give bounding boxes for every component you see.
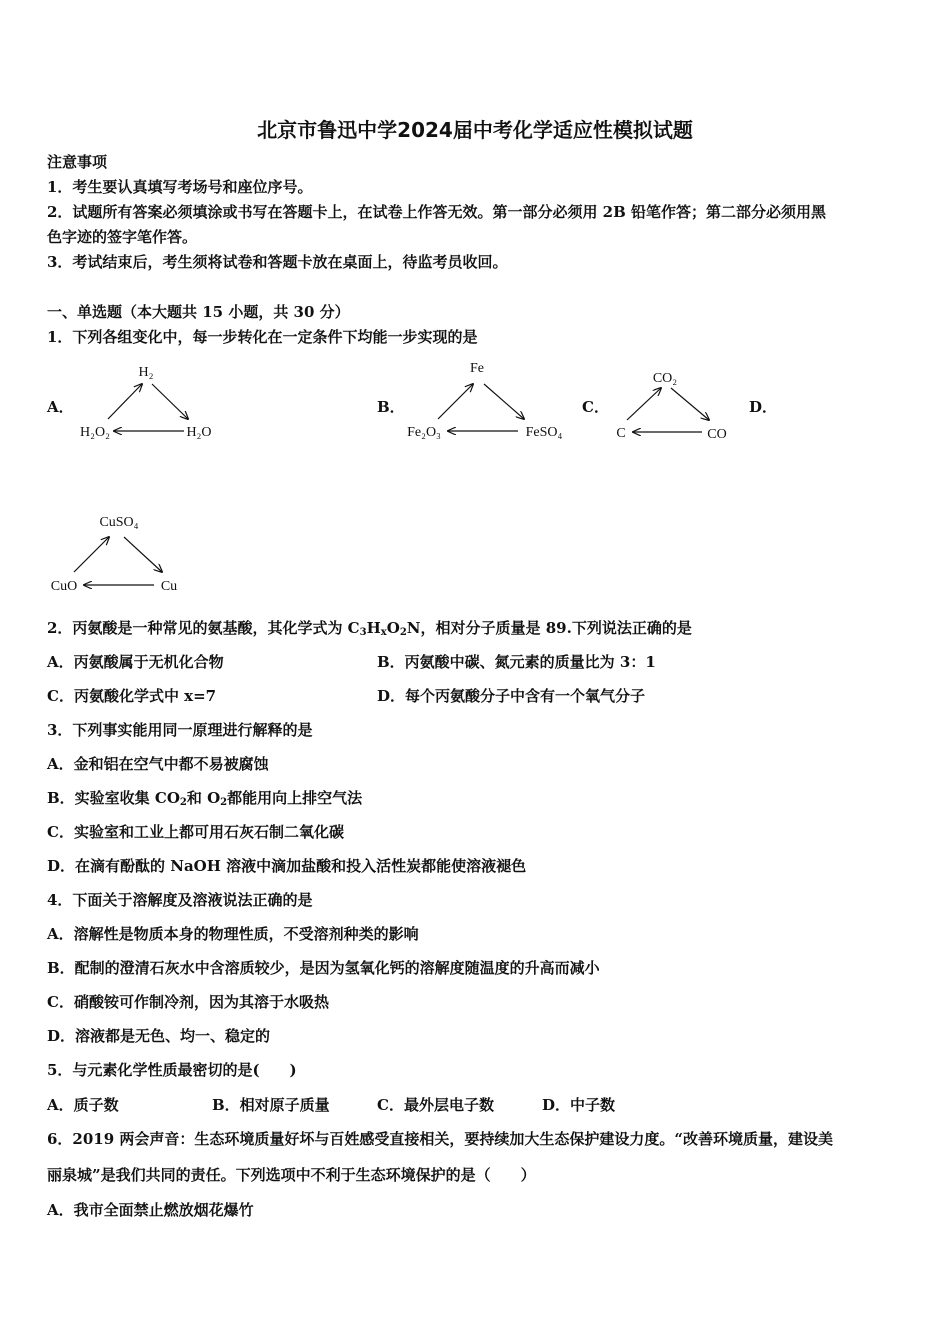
q2-n: N <box>406 619 421 637</box>
q1b-top: Fe <box>470 361 484 376</box>
q1c-left: C <box>616 426 626 441</box>
q5-stem: 5．与元素化学性质最密切的是( ) <box>47 1061 297 1079</box>
q2-option-b: B．丙氨酸中碳、氮元素的质量比为 3：1 <box>377 653 656 671</box>
q2-stem <box>47 618 692 638</box>
q1b-arrow-down <box>484 384 524 419</box>
q2-sub-x: x <box>380 627 387 638</box>
q5-option-c: C．最外层电子数 <box>377 1096 494 1114</box>
notice-item-3: 3．考试结束后，考生须将试卷和答题卡放在桌面上，待监考员收回。 <box>47 253 508 271</box>
notice-item-1: 1．考生要认真填写考场号和座位序号。 <box>47 178 313 196</box>
q1d-left: CuO <box>50 579 78 594</box>
q4-option-a: A．溶解性是物质本身的物理性质，不受溶剂种类的影响 <box>47 925 419 943</box>
q1a-arrow-down <box>152 384 188 419</box>
notice-item-2-cont: 色字迹的签字笔作答。 <box>47 228 198 246</box>
notice-heading: 注意事项 <box>47 153 108 171</box>
q1b-left: Fe₂O₃ <box>407 425 441 440</box>
q3-optb-b: 和 O <box>186 789 221 807</box>
q1a-arrow-up <box>108 384 142 419</box>
q2-stem-b: ，相对分子质量是 89.下列说法正确的是 <box>420 619 692 637</box>
q1-diagram-c <box>605 362 745 450</box>
q1c-arrow-down <box>671 388 709 420</box>
q2-option-c: C．丙氨酸化学式中 x=7 <box>47 687 217 705</box>
q1d-top: CuSO₄ <box>99 515 139 530</box>
q6-stem-line2: 丽泉城”是我们共同的责任。下列选项中不利于生态环境保护的是（ ） <box>47 1166 536 1184</box>
q2-stem-a: 2．丙氨酸是一种常见的氨基酸，其化学式为 C <box>47 619 360 637</box>
q1-diagram-d <box>44 508 204 600</box>
q1d-arrow-up <box>74 537 109 572</box>
q2-option-a: A．丙氨酸属于无机化合物 <box>47 653 224 671</box>
q3-optb-sub1: 2 <box>179 797 187 808</box>
q4-option-b: B．配制的澄清石灰水中含溶质较少，是因为氢氧化钙的溶解度随温度的升高而减小 <box>47 959 600 977</box>
q5-option-b: B．相对原子质量 <box>212 1096 330 1114</box>
q2-sub-3: 3 <box>359 627 367 638</box>
q3-optb-sub2: 2 <box>220 797 228 808</box>
q2-h: H <box>366 619 381 637</box>
q1a-left: H₂O₂ <box>80 425 110 440</box>
q5-option-d: D．中子数 <box>542 1096 616 1114</box>
q1b-arrow-up <box>438 384 473 419</box>
q1-label-d: D． <box>749 398 778 416</box>
q1-diagram-a <box>70 355 230 450</box>
q1c-arrow-up <box>627 388 661 420</box>
q2-option-d: D．每个丙氨酸分子中含有一个氧气分子 <box>377 687 646 705</box>
q5-option-a: A．质子数 <box>47 1096 119 1114</box>
q2-sub-2: 2 <box>399 627 407 638</box>
q3-optb-c: 都能用向上排空气法 <box>227 789 363 807</box>
q3-stem: 3．下列事实能用同一原理进行解释的是 <box>47 721 313 739</box>
q1-label-b: B． <box>377 398 405 416</box>
q1c-top: CO₂ <box>652 371 678 386</box>
q1-diagram-b <box>398 352 578 450</box>
q1-label-a: A． <box>47 398 74 416</box>
q3-optb-a: B．实验室收集 CO <box>47 789 180 807</box>
q1-stem: 1．下列各组变化中，每一步转化在一定条件下均能一步实现的是 <box>47 328 478 346</box>
notice-item-2: 2．试题所有答案必须填涂或书写在答题卡上，在试卷上作答无效。第一部分必须用 2B 铅笔作答；第二部分必须用黑 <box>47 203 827 221</box>
q4-option-d: D．溶液都是无色、均一、稳定的 <box>47 1027 271 1045</box>
q1b-right: FeSO₄ <box>525 425 563 440</box>
q6-option-a: A．我市全面禁止燃放烟花爆竹 <box>47 1201 254 1219</box>
section-heading: 一、单选题（本大题共 15 小题，共 30 分） <box>47 303 350 321</box>
q1a-top: H₂ <box>138 365 154 380</box>
page-title: 北京市鲁迅中学2024届中考化学适应性模拟试题 <box>257 118 693 142</box>
q3-option-b <box>47 788 362 808</box>
q3-option-c: C．实验室和工业上都可用石灰石制二氧化碳 <box>47 823 344 841</box>
q3-option-d: D．在滴有酚酞的 NaOH 溶液中滴加盐酸和投入活性炭都能使溶液褪色 <box>47 857 527 875</box>
q4-option-c: C．硝酸铵可作制冷剂，因为其溶于水吸热 <box>47 993 329 1011</box>
q1-label-c: C． <box>582 398 609 416</box>
q2-o: O <box>386 619 400 637</box>
q1d-right: Cu <box>160 579 178 594</box>
q3-option-a: A．金和铝在空气中都不易被腐蚀 <box>47 755 269 773</box>
q1d-arrow-down <box>124 537 162 572</box>
q6-stem-line1: 6．2019 两会声音：生态环境质量好坏与百姓感受直接相关，要持续加大生态保护建设力度。“改善环境质量，建设美 <box>47 1130 834 1148</box>
q4-stem: 4．下面关于溶解度及溶液说法正确的是 <box>47 891 313 909</box>
q1a-right: H₂O <box>186 425 212 440</box>
q1c-right: CO <box>707 427 727 442</box>
